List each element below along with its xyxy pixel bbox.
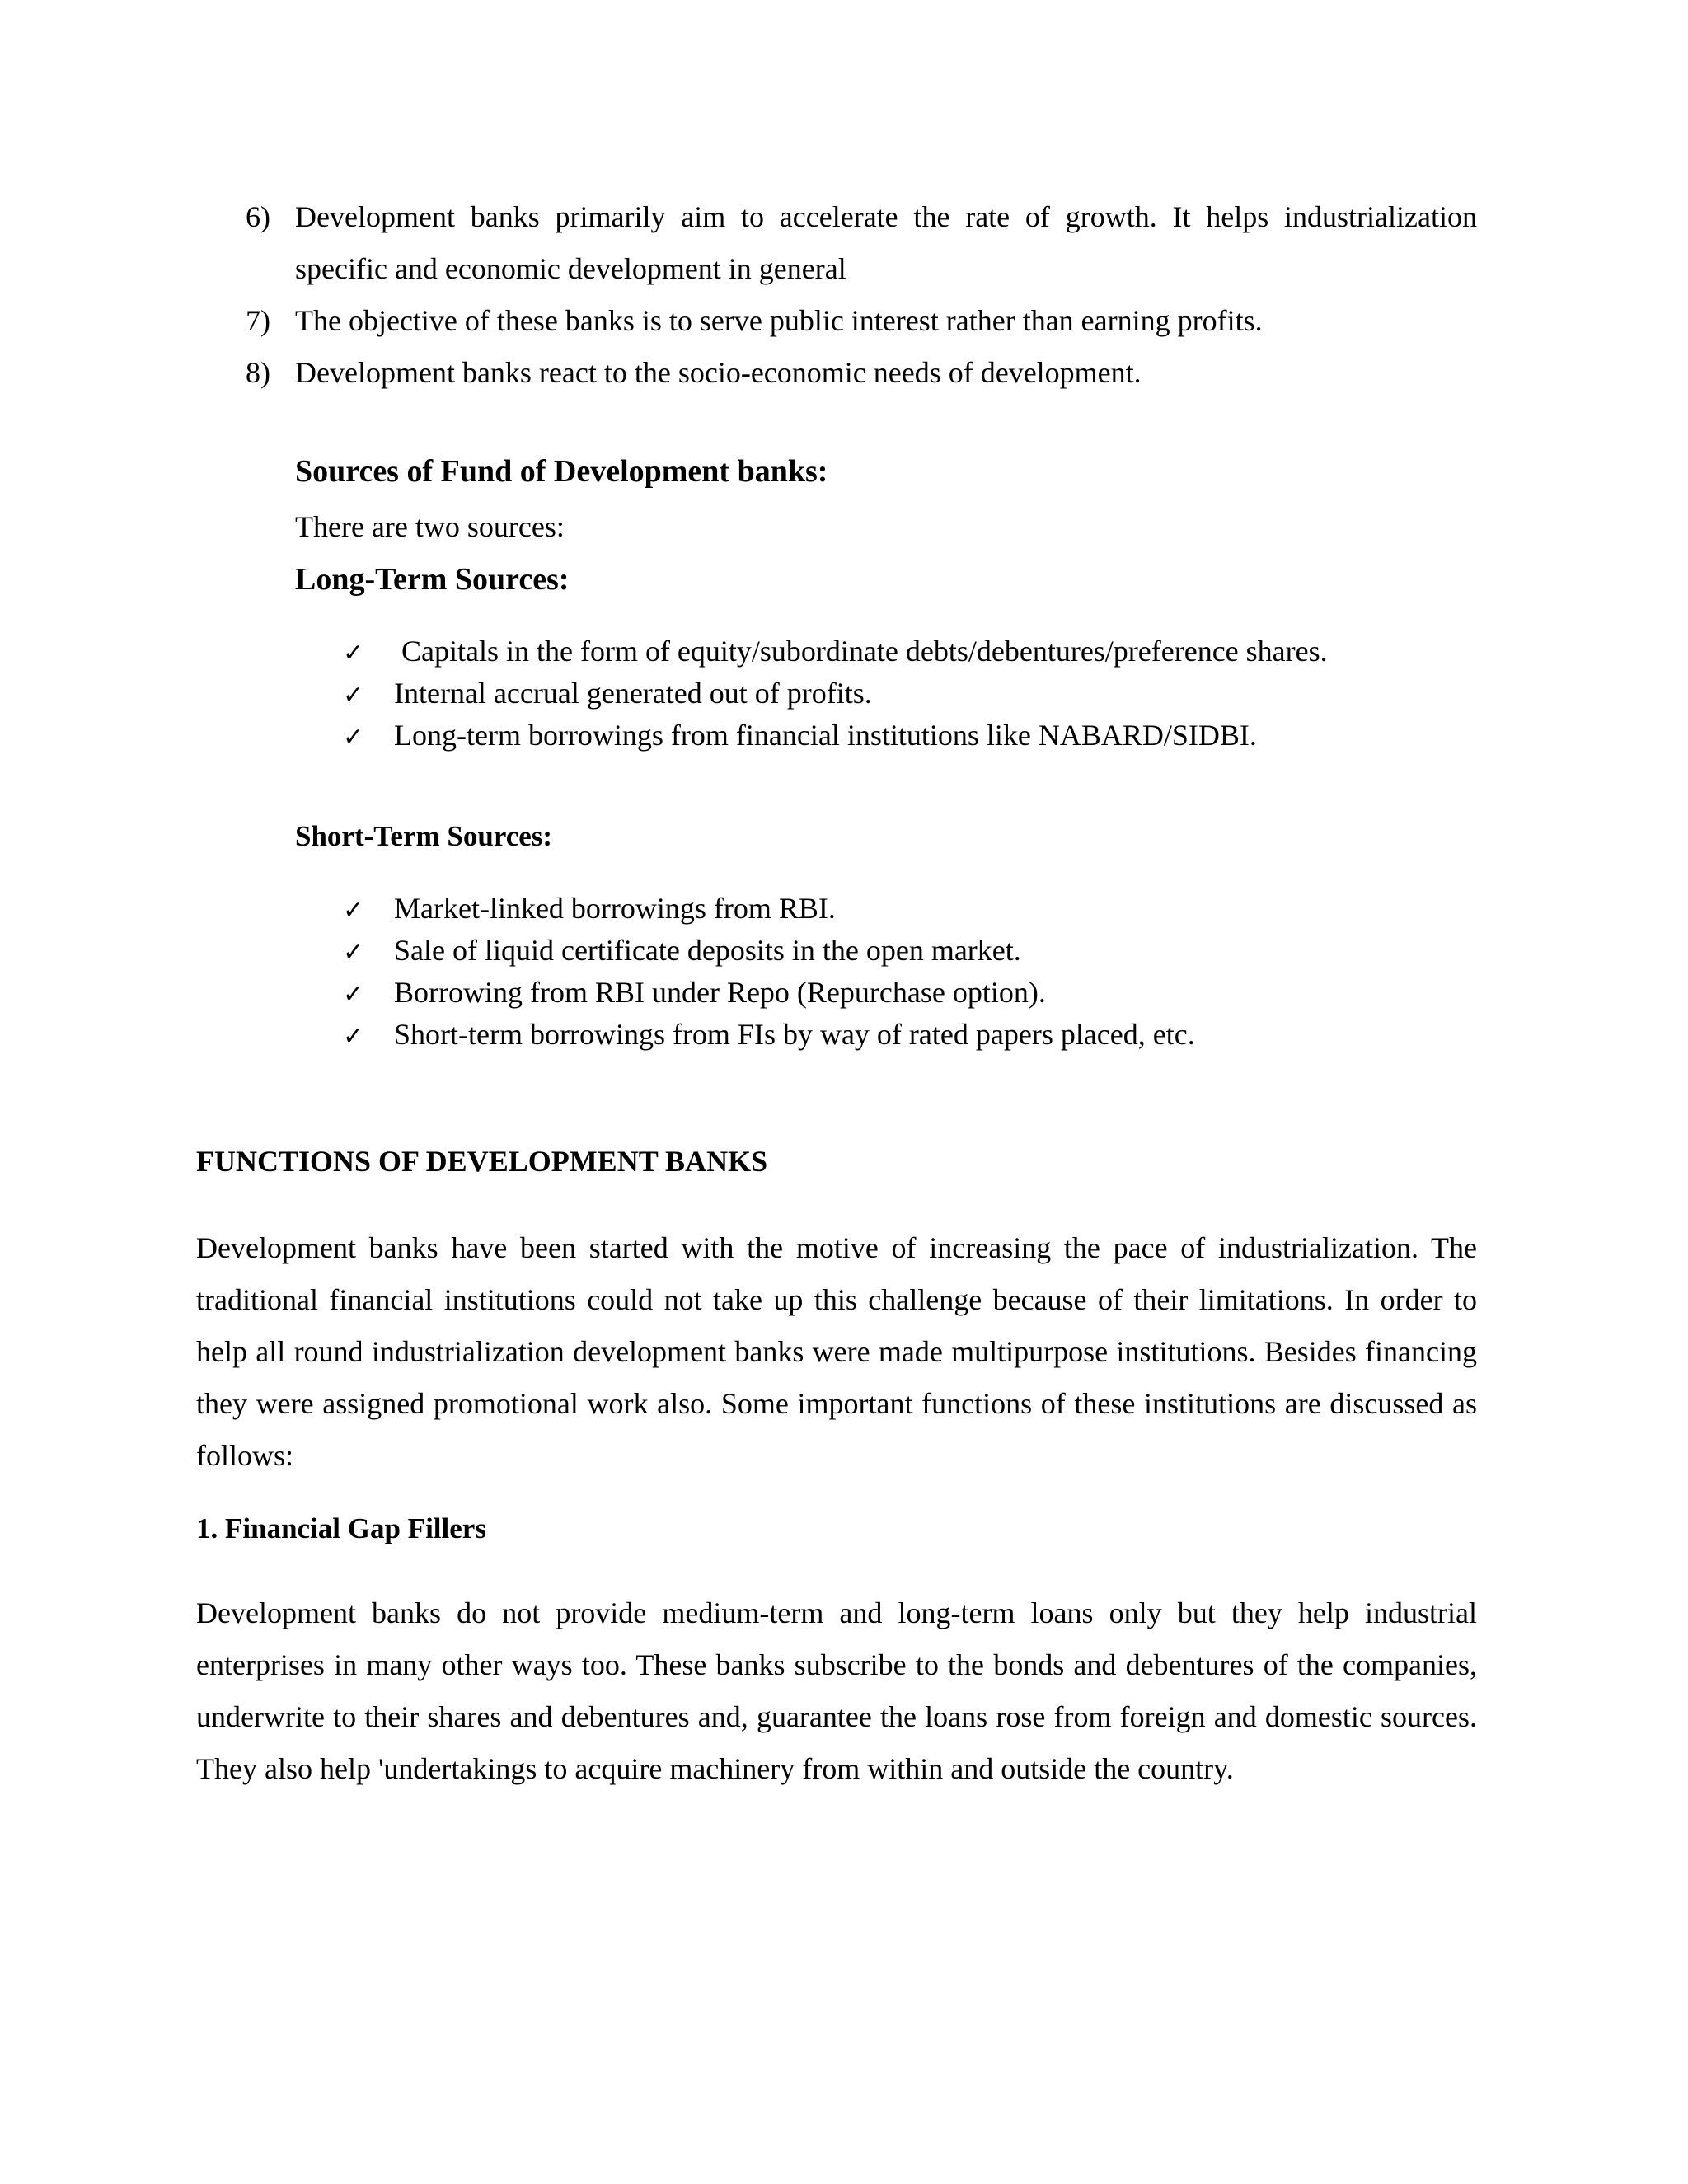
checkmark-icon: ✓ xyxy=(343,723,364,752)
list-item-text: Capitals in the form of equity/subordinate debts/debentures/preference shares. xyxy=(394,635,1328,668)
list-item xyxy=(343,888,1195,930)
checkmark-icon: ✓ xyxy=(343,1022,364,1051)
checkmark-icon: ✓ xyxy=(343,896,364,925)
list-item-text: Borrowing from RBI under Repo (Repurchase option). xyxy=(394,976,1046,1009)
list-item xyxy=(343,673,1328,715)
checkmark-icon: ✓ xyxy=(343,938,364,967)
list-item-text: Sale of liquid certificate deposits in the open market. xyxy=(394,934,1021,967)
list-item xyxy=(343,930,1195,972)
list-item xyxy=(343,972,1195,1015)
list-item-number: 7) xyxy=(246,304,270,337)
list-item xyxy=(246,191,1477,295)
sources-heading: Sources of Fund of Development banks: xyxy=(295,454,828,489)
list-item-text: The objective of these banks is to serve public interest rather than earning profits. xyxy=(295,304,1263,337)
list-item xyxy=(246,295,1477,347)
list-item-text: Market-linked borrowings from RBI. xyxy=(394,892,836,925)
list-item xyxy=(343,1015,1195,1057)
functions-intro-paragraph: Development banks have been started with the motive of increasing the pace of industrialization. The traditional financial institutions could not take up this challenge because of their limitations. In order to help all round industrialization development banks were made multipurpose institutions. Besides financing they were assigned promotional work also. Some important functions of these institutions are discussed as follows: xyxy=(196,1231,1477,1472)
list-item-text: Short-term borrowings from FIs by way of rated papers placed, etc. xyxy=(394,1018,1195,1051)
checkmark-icon: ✓ xyxy=(343,639,364,668)
checkmark-icon: ✓ xyxy=(343,980,364,1009)
sources-intro: There are two sources: xyxy=(295,510,565,543)
long-term-heading: Long-Term Sources: xyxy=(295,562,570,597)
functions-heading: FUNCTIONS OF DEVELOPMENT BANKS xyxy=(196,1145,768,1178)
list-item xyxy=(246,347,1477,399)
financial-gap-fillers-paragraph: Development banks do not provide medium-term and long-term loans only but they help industrial enterprises in many other ways too. These banks subscribe to the bonds and debentures of the companies, underwrite to their shares and debentures and, guarantee the loans rose from foreign and domestic sources. They also help 'undertakings to acquire machinery from within and outside the country. xyxy=(196,1596,1477,1785)
numbered-list xyxy=(246,191,1477,399)
short-term-heading: Short-Term Sources: xyxy=(295,820,553,852)
list-item-text: Development banks primarily aim to accelerate the rate of growth. It helps industrialization specific and economic development in general xyxy=(295,200,1477,285)
list-item-text: Internal accrual generated out of profits. xyxy=(394,677,872,710)
checkmark-icon: ✓ xyxy=(343,681,364,710)
list-item-number: 6) xyxy=(246,200,270,233)
list-item-text: Development banks react to the socio-economic needs of development. xyxy=(295,356,1142,389)
list-item-text: Long-term borrowings from financial institutions like NABARD/SIDBI. xyxy=(394,719,1257,752)
list-item-number: 8) xyxy=(246,356,270,389)
short-term-list xyxy=(343,888,1195,1057)
long-term-list xyxy=(343,631,1328,757)
list-item xyxy=(343,631,1328,673)
list-item xyxy=(343,715,1328,757)
financial-gap-fillers-heading: 1. Financial Gap Fillers xyxy=(196,1512,486,1544)
